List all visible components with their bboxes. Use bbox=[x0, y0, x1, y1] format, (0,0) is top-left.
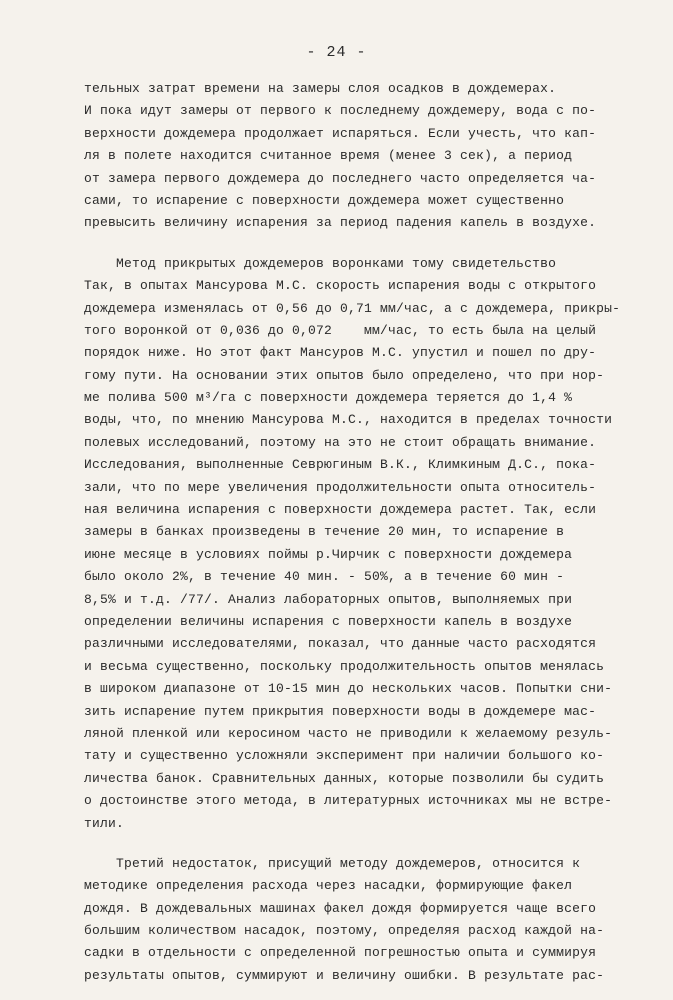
text-line: зали, что по мере увеличения продолжительности опыта относитель- bbox=[84, 479, 597, 495]
page-number: - 24 - bbox=[306, 44, 367, 61]
text-line: И пока идут замеры от первого к последнему дождемеру, вода с по- bbox=[84, 103, 597, 119]
text-line: того воронкой от 0,036 до 0,072 мм/час, то есть была на целый bbox=[84, 322, 597, 338]
text-line: гому пути. На основании этих опытов было определено, что при нор- bbox=[84, 367, 605, 383]
text-line: различными исследователями, показал, что данные часто расходятся bbox=[84, 636, 597, 652]
text-line: садки в отдельности с определенной погрешностью опыта и суммируя bbox=[84, 945, 597, 961]
text-line: ме полива 500 м³/га с поверхности дождемера теряется до 1,4 % bbox=[84, 390, 573, 406]
text-line: верхности дождемера продолжает испаряться. Если учесть, что кап- bbox=[84, 125, 597, 141]
text-line: 8,5% и т.д. /77/. Анализ лабораторных опытов, выполняемых при bbox=[84, 591, 573, 607]
text-line: полевых исследований, поэтому на это не стоит обращать внимание. bbox=[84, 434, 597, 450]
text-line: сами, то испарение с поверхности дождемера может существенно bbox=[84, 192, 565, 208]
text-line: дождемера изменялась от 0,56 до 0,71 мм/час, а с дождемера, прикры- bbox=[84, 300, 621, 316]
text-line: и весьма существенно, поскольку продолжительность опытов менялась bbox=[84, 658, 605, 674]
text-line: превысить величину испарения за период падения капель в воздухе. bbox=[84, 215, 597, 231]
text-line: ная величина испарения с поверхности дождемера растет. Так, если bbox=[84, 502, 597, 518]
text-line: Третий недостаток, присущий методу дождемеров, относится к bbox=[84, 855, 581, 871]
text-line: тельных затрат времени на замеры слоя осадков в дождемерах. bbox=[84, 81, 557, 96]
text-line: замеры в банках произведены в течение 20 мин, то испарение в bbox=[84, 524, 565, 540]
text-line: от замера первого дождемера до последнего часто определяется ча- bbox=[84, 170, 597, 186]
text-line: дождя. В дождевальных машинах факел дождя формируется чаще всего bbox=[84, 900, 597, 916]
text-line: зить испарение путем прикрытия поверхности воды в дождемере мас- bbox=[84, 703, 597, 719]
paragraph-gap bbox=[84, 835, 654, 853]
text-line: методике определения расхода через насадки, формирующие факел bbox=[84, 878, 573, 894]
text-line: Так, в опытах Мансурова М.С. скорость испарения воды с открытого bbox=[84, 278, 597, 294]
text-line: ляной пленкой или керосином часто не приводили к желаемому резуль- bbox=[84, 725, 613, 741]
text-line: тили. bbox=[84, 815, 125, 831]
text-line: в широком диапазоне от 10-15 мин до нескольких часов. Попытки сни- bbox=[84, 681, 613, 697]
text-line: было около 2%, в течение 40 мин. - 50%, а в течение 60 мин - bbox=[84, 569, 565, 585]
text-line: июне месяце в условиях поймы р.Чирчик с поверхности дождемера bbox=[84, 546, 573, 562]
paragraph bbox=[84, 253, 654, 835]
text-line: Исследования, выполненные Севрюгиным В.К., Климкиным Д.С., пока- bbox=[84, 457, 597, 473]
text-line: Метод прикрытых дождемеров воронками тому свидетельство bbox=[84, 255, 557, 271]
paragraph bbox=[84, 78, 654, 235]
text-line: ля в полете находится считанное время (менее 3 сек), а период bbox=[84, 148, 573, 164]
paragraph-gap bbox=[84, 235, 654, 253]
text-line: тату и существенно усложняли эксперимент при наличии большого ко- bbox=[84, 748, 605, 764]
body-text bbox=[84, 78, 654, 987]
text-line: определении величины испарения с поверхности капель в воздухе bbox=[84, 613, 573, 629]
text-line: о достоинстве этого метода, в литературных источниках мы не встре- bbox=[84, 793, 613, 809]
text-line: порядок ниже. Но этот факт Мансуров М.С. упустил и пошел по дру- bbox=[84, 345, 597, 361]
text-line: воды, что, по мнению Мансурова М.С., находится в пределах точности bbox=[84, 412, 613, 428]
text-line: личества банок. Сравнительных данных, которые позволили бы судить bbox=[84, 770, 605, 786]
text-line: результаты опытов, суммируют и величину ошибки. В результате рас- bbox=[84, 967, 605, 983]
paragraph bbox=[84, 853, 654, 987]
text-line: большим количеством насадок, поэтому, определяя расход каждой на- bbox=[84, 923, 605, 939]
